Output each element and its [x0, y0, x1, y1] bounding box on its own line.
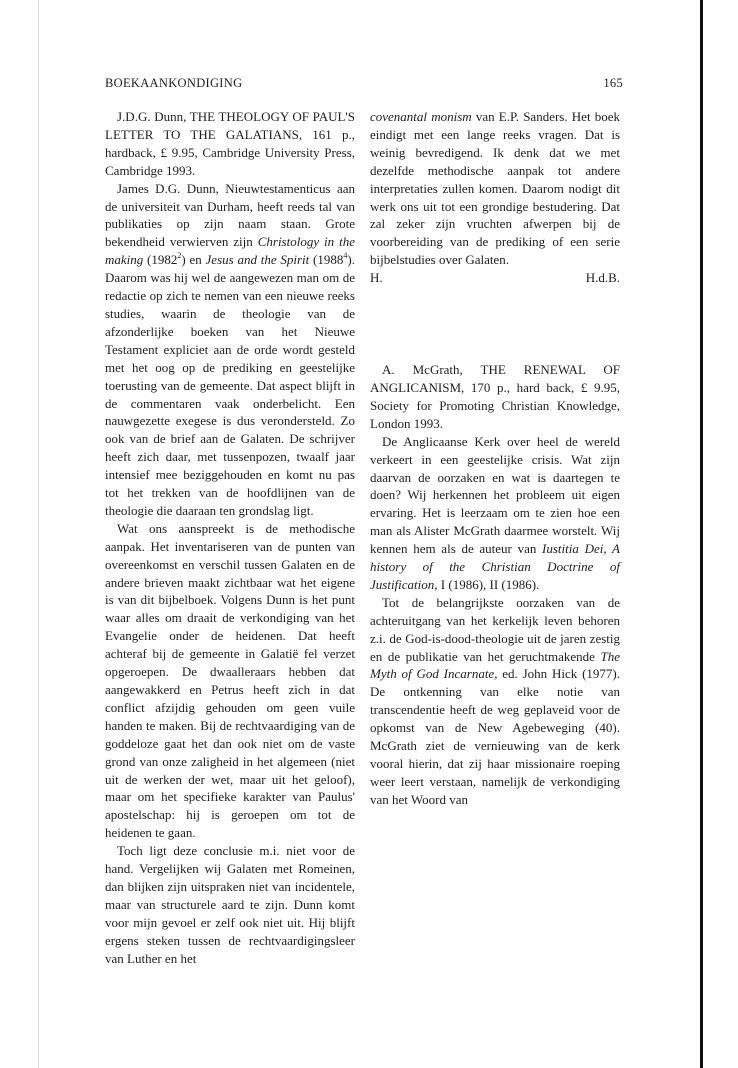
section-title: BOEKAANKONDIGING	[105, 76, 243, 90]
review2-paragraph-2: Tot de belangrijkste oorzaken van de achteruitgang van het kerkelijk leven behoren z.i. de God-is-dood-theologie uit de jaren zestig en de publikatie van het geruchtmakende The Myth of God Incarnate, ed. John Hick (1977). De ontkenning van elke notie van transcendentie heeft de weg geplaveid voor de opkomst van de New Agebeweging (40). McGrath ziet de vernieuwing van de kerk vooral hierin, dat zij haar missionaire roeping weer leert verstaan, namelijk de verkondiging van het Woord van	[370, 594, 620, 807]
term-covenantal-monism: covenantal monism	[370, 109, 472, 124]
title-myth-god-incarnate: The Myth of God Incarnate,	[370, 648, 620, 682]
review1-paragraph-3-cont: covenantal monism van E.P. Sanders. Het boek eindigt met een lange reeks vragen. Dat is weinig bevredigend. Ik denk dat we met dezelfde methodische aanpak tot andere interpretaties zullen komen. Daarom nodigt dit werk ons uit tot een grondige bestudering. Dat zal zeker zijn vruchten afwerpen bij de voorbereiding van de prediking of een serie bijbelstudies over Galaten.	[370, 109, 621, 268]
title-jesus-spirit: Jesus and the Spirit	[205, 252, 310, 268]
review2-paragraph-1: De Anglicaanse Kerk over heel de wereld verkeert in een geestelijke crisis. Wat zijn daarvan de oorzaken en wat is daartegen te doen? Wij herkennen het probleem uit eigen ervaring. Het is leerzaam om te zien hoe een man als Alister McGrath daarmee worstelt. Wij kennen hem als de auteur van Iustitia Dei, A history of the Christian Doctrine of Justification, I (1986), II (1986).	[370, 433, 620, 592]
left-column	[105, 108, 355, 968]
review2-book-entry: A. McGrath, THE RENEWAL OF ANGLICANISM, 170 p., hard back, £ 9.95, Society for Promoting Christian Knowledge, London 1993.	[370, 362, 620, 431]
review1-paragraph-3: Toch ligt deze conclusie m.i. niet voor de hand. Vergelijken wij Galaten met Romeinen, dan blijken zijn uitspraken niet van incidentele, maar van structurele aard te zijn. Dunn komt voor mijn gevoel er zelf ook niet uit. Hij blijft ergens steken tussen de rechtvaardigingsleer van Luther en het	[105, 843, 355, 966]
running-head	[105, 76, 623, 91]
review1-paragraph-1: James D.G. Dunn, Nieuwtestamenticus aan de universiteit van Durham, heeft reeds tal van publikaties op zijn naam staan. Grote bekendheid verwierven zijn Christology in the making (1982$^2$) en Jesus and the Spirit (1988$^4$). Daarom was hij wel de aangewezen man om de redactie op zich te nemen van een nieuwe reeks studies, waarin de theologie van de afzonderlijke boeken van het Nieuwe Testament expliciet aan de orde wordt gesteld met het oog op de prediking en geestelijke toerusting van de gemeente. Dat aspect blijft in de commentaren vaak onderbelicht. Een nauwgezette exegese is dus verondersteld. Zo ook van de brief aan de Galaten. De schrijver heeft zich daar, met tussenpozen, twaalf jaar intensief mee beziggehouden en komt nu pas tot het trekken van de hoofdlijnen van de theologie die daaraan ten grondslag ligt.	[105, 180, 355, 518]
review1-signature	[370, 269, 620, 287]
title-iustitia-dei: Iustitia Dei, A history of the Christian Doctrine of Justification,	[370, 541, 620, 592]
signature-left: H.	[370, 270, 383, 286]
scan-edge-line	[38, 0, 39, 1068]
signature-right: H.d.B.	[585, 270, 620, 286]
review1-book-entry: J.D.G. Dunn, THE THEOLOGY OF PAUL'S LETTER TO THE GALATIANS, 161 p., hardback, £ 9.95, Cambridge University Press, Cambridge 1993.	[105, 109, 355, 178]
review1-paragraph-2: Wat ons aanspreekt is de methodische aanpak. Het inventariseren van de punten van overeenkomst en verschil tussen Galaten en de andere brieven maakt zichtbaar wat het eigene is van dit bijbelboek. Volgens Dunn is het punt waar alles om draait de verkondiging van het Evangelie onder de heidenen. Dat heeft achteraf bij de gemeente in Galatië fel verzet opgeroepen. De dwaalleraars hebben dat aangewakkerd en Petrus heeft zich in dat conflict afzijdig gehouden om geen vuile handen te maken. Bij de rechtvaardiging van de goddeloze gaat het dan ook niet om de vaste grond van onze zaligheid in het algemeen (niet uit de werken der wet, maar uit het geloof), maar om het specifieke karakter van Paulus' apostelschap: hij is geroepen om tot de heidenen te gaan.	[105, 520, 355, 841]
title-christology: Christology in the making	[105, 234, 355, 268]
page-number: 165	[603, 76, 623, 90]
right-column	[370, 108, 620, 809]
section-gap	[370, 287, 620, 361]
scan-margin-bar	[700, 0, 703, 1068]
